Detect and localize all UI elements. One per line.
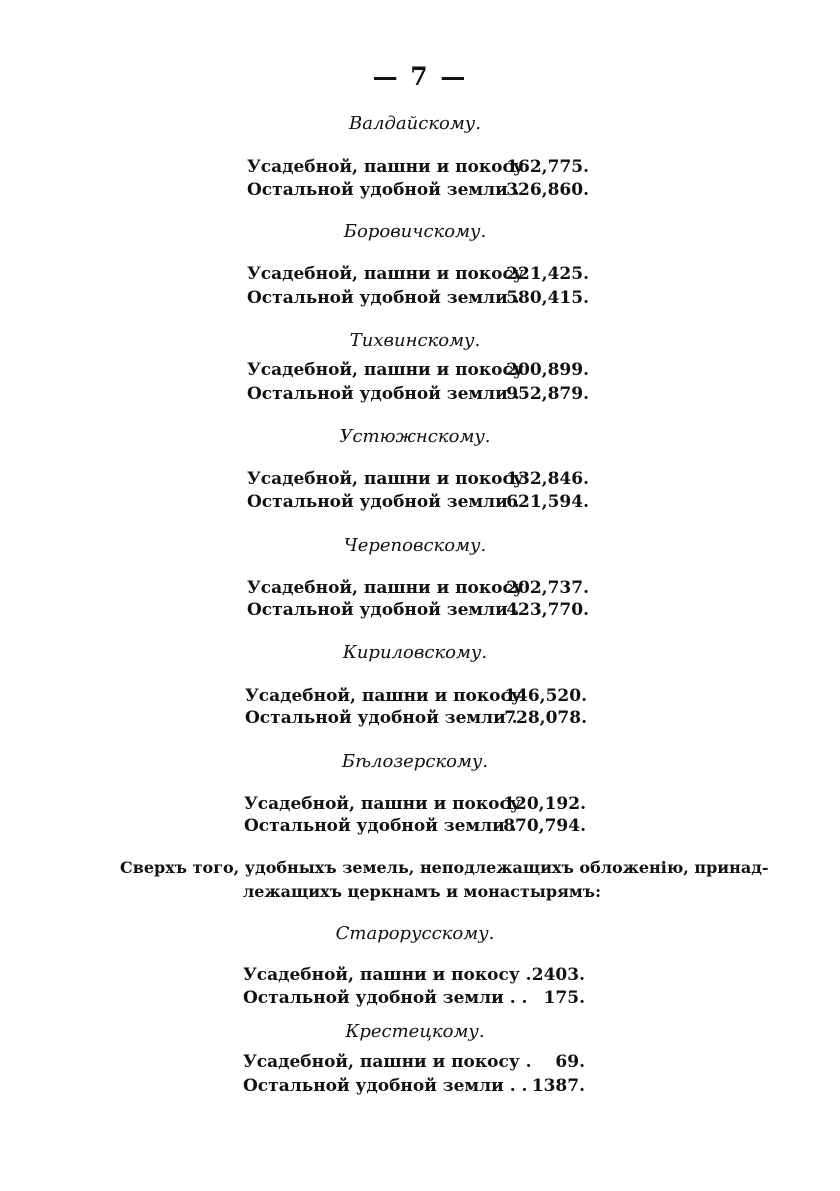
- note-line-2: лежащихъ церкнамъ и монастырямъ:: [243, 882, 601, 901]
- row-label: Усадебной, пашни и покосу: [247, 578, 524, 598]
- row-label: Остальной удобной земли . .: [243, 988, 528, 1008]
- row-label: Остальной удобной земли .: [244, 816, 517, 836]
- district-heading: Устюжнскому.: [339, 426, 491, 447]
- row-value: 2403.: [531, 965, 585, 985]
- row-label: Усадебной, пашни и покосу: [247, 469, 524, 489]
- table-row: [243, 988, 585, 1012]
- table-row: [247, 157, 589, 181]
- row-label: Усадебной, пашни и покосу: [247, 157, 524, 177]
- table-row: [247, 384, 589, 408]
- row-label: Остальной удобной земли .: [247, 384, 520, 404]
- table-row: [247, 469, 589, 493]
- row-label: Усадебной, пашни и покосу: [244, 794, 521, 814]
- row-label: Остальной удобной земли .: [245, 708, 518, 728]
- row-label: Остальной удобной земли .: [247, 600, 520, 620]
- row-label: Усадебной, пашни и покосу: [247, 264, 524, 284]
- row-value: 580,415.: [506, 288, 589, 308]
- row-value: 200,899.: [506, 360, 589, 380]
- row-value: 621,594.: [506, 492, 589, 512]
- district-heading: Боровичскому.: [343, 221, 487, 242]
- row-value: 423,770.: [506, 600, 589, 620]
- district-heading: Кириловскому.: [342, 642, 488, 663]
- row-label: Остальной удобной земли .: [247, 288, 520, 308]
- row-value: 202,737.: [506, 578, 589, 598]
- row-value: 952,879.: [506, 384, 589, 404]
- district-heading: Бѣлозерскому.: [341, 751, 489, 772]
- row-label: Остальной удобной земли .: [247, 492, 520, 512]
- table-row: [247, 492, 589, 516]
- row-value: 221,425.: [506, 264, 589, 284]
- table-row: [243, 1076, 585, 1100]
- row-value: 728,078.: [504, 708, 587, 728]
- row-label: Остальной удобной земли . .: [243, 1076, 528, 1096]
- district-heading: Тихвинскому.: [349, 330, 481, 351]
- table-row: [244, 816, 586, 840]
- row-value: 120,192.: [503, 794, 586, 814]
- row-value: 162,775.: [506, 157, 589, 177]
- row-label: Усадебной, пашни и покосу .: [243, 965, 532, 985]
- table-row: [247, 360, 589, 384]
- district-heading: Крестецкому.: [345, 1021, 485, 1042]
- table-row: [247, 180, 589, 204]
- page-number: — 7 —: [372, 62, 468, 91]
- row-value: 175.: [543, 988, 585, 1008]
- table-row: [243, 965, 585, 989]
- table-row: [243, 1052, 585, 1076]
- row-value: 146,520.: [504, 686, 587, 706]
- table-row: [247, 264, 589, 288]
- table-row: [247, 600, 589, 624]
- row-value: 326,860.: [506, 180, 589, 200]
- row-value: 870,794.: [503, 816, 586, 836]
- row-value: 132,846.: [506, 469, 589, 489]
- district-heading: Череповскому.: [343, 535, 487, 556]
- note-line-1: Сверхъ того, удобныхъ земель, неподлежащихъ обложенію, принад-: [120, 858, 769, 877]
- table-row: [245, 708, 587, 732]
- table-row: [244, 794, 586, 818]
- row-label: Усадебной, пашни и покосу: [245, 686, 522, 706]
- table-row: [245, 686, 587, 710]
- row-value: 69.: [555, 1052, 585, 1072]
- row-label: Усадебной, пашни и покосу: [247, 360, 524, 380]
- table-row: [247, 578, 589, 602]
- table-row: [247, 288, 589, 312]
- district-heading: Старорусскому.: [335, 923, 495, 944]
- row-label: Усадебной, пашни и покосу .: [243, 1052, 532, 1072]
- row-label: Остальной удобной земли .: [247, 180, 520, 200]
- district-heading: Валдайскому.: [349, 113, 481, 134]
- row-value: 1387.: [531, 1076, 585, 1096]
